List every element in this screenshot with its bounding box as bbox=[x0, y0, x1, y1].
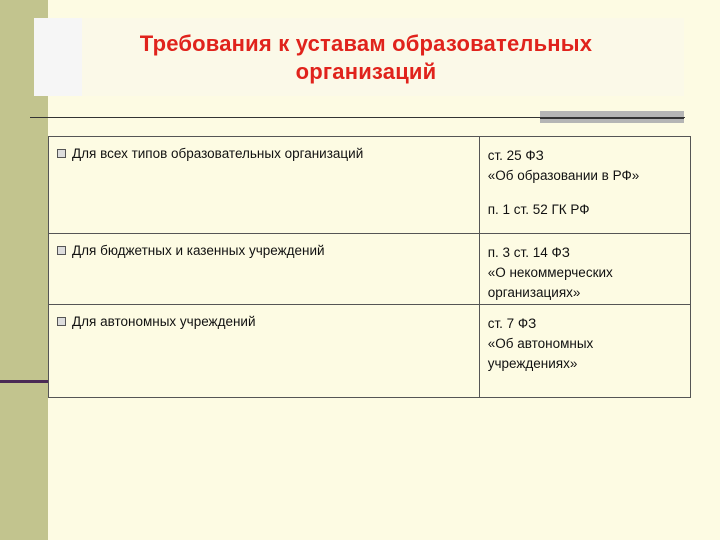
table-row bbox=[49, 305, 691, 398]
reference-line: п. 1 ст. 52 ГК РФ bbox=[487, 202, 590, 217]
checkbox-bullet-icon bbox=[57, 246, 66, 255]
reference-line: «О некоммерческих bbox=[487, 265, 613, 280]
title-line-2: организаций bbox=[295, 59, 437, 84]
title-line-1: Требования к уставам образовательных bbox=[139, 31, 593, 56]
category-text: Для автономных учреждений bbox=[72, 314, 256, 329]
slide-title bbox=[66, 30, 666, 86]
reference-line: ст. 25 ФЗ bbox=[487, 148, 544, 163]
table-cell-reference bbox=[479, 305, 690, 398]
requirements-table bbox=[48, 136, 691, 398]
table-row bbox=[49, 234, 691, 305]
checkbox-bullet-icon bbox=[57, 149, 66, 158]
reference-line: организациях» bbox=[487, 285, 581, 300]
reference-line: «Об образовании в РФ» bbox=[487, 168, 640, 183]
category-text: Для всех типов образовательных организаций bbox=[72, 146, 364, 161]
table-cell-category bbox=[49, 305, 480, 398]
reference-line: «Об автономных bbox=[487, 336, 594, 351]
category-text: Для бюджетных и казенных учреждений bbox=[72, 243, 325, 258]
table-row bbox=[49, 137, 691, 234]
table-cell-category bbox=[49, 137, 480, 234]
reference-line: ст. 7 ФЗ bbox=[487, 316, 537, 331]
table-cell-category bbox=[49, 234, 480, 305]
checkbox-bullet-icon bbox=[57, 317, 66, 326]
table-cell-reference bbox=[479, 234, 690, 305]
reference-line: учреждениях» bbox=[487, 356, 578, 371]
reference-line: п. 3 ст. 14 ФЗ bbox=[487, 245, 570, 260]
table-cell-reference bbox=[479, 137, 690, 234]
left-decor-stripe bbox=[0, 380, 48, 383]
